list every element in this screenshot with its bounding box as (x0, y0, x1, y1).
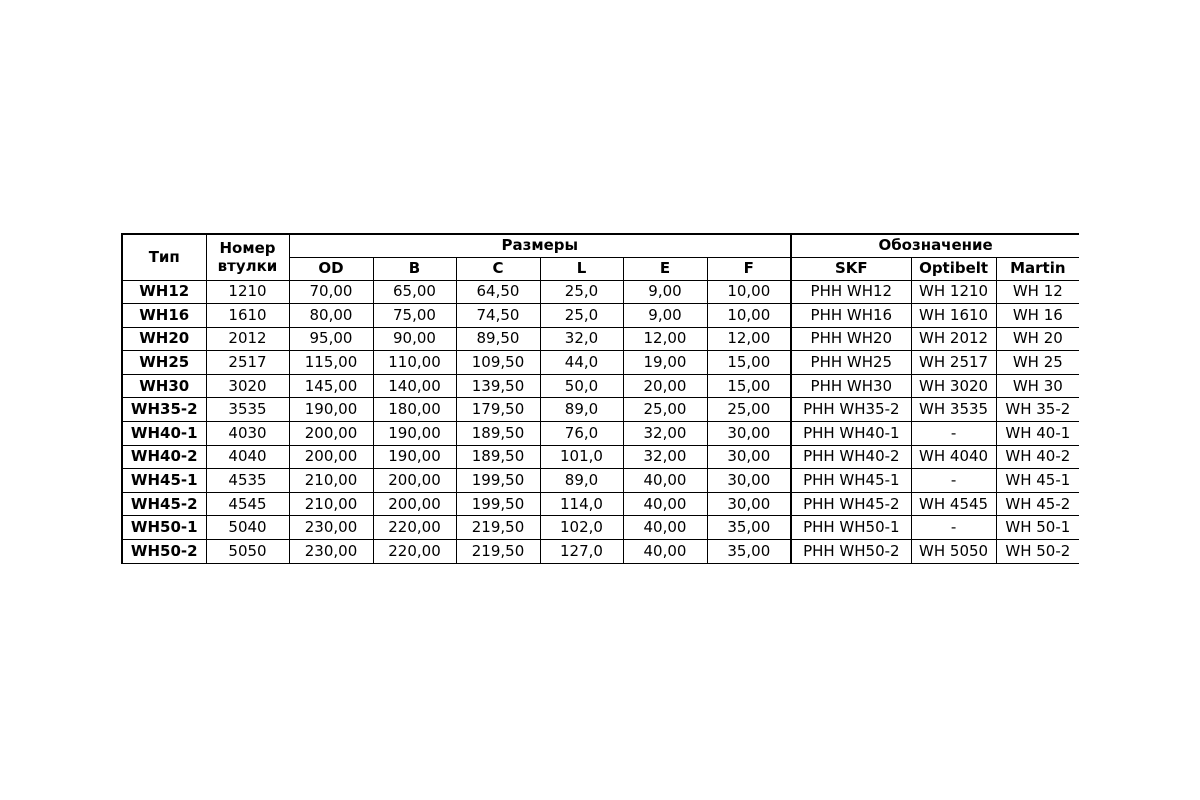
cell-skf: PHH WH45-2 (791, 492, 911, 516)
cell-b: 220,00 (373, 540, 456, 564)
cell-type: WH45-1 (122, 469, 206, 493)
cell-od: 200,00 (289, 445, 373, 469)
cell-bushing: 4535 (206, 469, 289, 493)
cell-bushing: 1210 (206, 280, 289, 304)
cell-l: 25,0 (540, 304, 623, 328)
table-row (122, 445, 1079, 469)
cell-f: 30,00 (707, 469, 791, 493)
cell-b: 65,00 (373, 280, 456, 304)
cell-l: 32,0 (540, 327, 623, 351)
cell-l: 114,0 (540, 492, 623, 516)
cell-optibelt: WH 2517 (911, 351, 996, 375)
cell-bushing: 4030 (206, 422, 289, 446)
cell-c: 139,50 (456, 374, 540, 398)
cell-b: 200,00 (373, 492, 456, 516)
cell-f: 25,00 (707, 398, 791, 422)
cell-c: 89,50 (456, 327, 540, 351)
cell-martin: WH 30 (996, 374, 1079, 398)
cell-type: WH25 (122, 351, 206, 375)
cell-b: 140,00 (373, 374, 456, 398)
cell-skf: PHH WH12 (791, 280, 911, 304)
cell-martin: WH 35-2 (996, 398, 1079, 422)
header-f: F (707, 257, 791, 280)
cell-type: WH30 (122, 374, 206, 398)
cell-od: 190,00 (289, 398, 373, 422)
cell-martin: WH 45-2 (996, 492, 1079, 516)
cell-bushing: 4040 (206, 445, 289, 469)
cell-martin: WH 50-2 (996, 540, 1079, 564)
cell-bushing: 5050 (206, 540, 289, 564)
cell-e: 32,00 (623, 422, 707, 446)
cell-skf: PHH WH45-1 (791, 469, 911, 493)
cell-c: 189,50 (456, 422, 540, 446)
cell-optibelt: WH 1610 (911, 304, 996, 328)
cell-c: 199,50 (456, 469, 540, 493)
cell-e: 19,00 (623, 351, 707, 375)
cell-optibelt: - (911, 516, 996, 540)
table-row (122, 304, 1079, 328)
cell-optibelt: - (911, 422, 996, 446)
cell-od: 210,00 (289, 492, 373, 516)
cell-e: 32,00 (623, 445, 707, 469)
cell-skf: PHH WH35-2 (791, 398, 911, 422)
cell-bushing: 4545 (206, 492, 289, 516)
cell-skf: PHH WH25 (791, 351, 911, 375)
header-designation: Обозначение (791, 234, 1079, 257)
bushing-spec-table (121, 233, 1079, 564)
header-martin: Martin (996, 257, 1079, 280)
cell-l: 76,0 (540, 422, 623, 446)
cell-type: WH40-2 (122, 445, 206, 469)
cell-b: 180,00 (373, 398, 456, 422)
table-row (122, 516, 1079, 540)
table-row (122, 492, 1079, 516)
cell-od: 230,00 (289, 540, 373, 564)
cell-l: 44,0 (540, 351, 623, 375)
cell-skf: PHH WH40-1 (791, 422, 911, 446)
table-row (122, 540, 1079, 564)
header-row-1 (122, 234, 1079, 257)
cell-b: 200,00 (373, 469, 456, 493)
cell-f: 12,00 (707, 327, 791, 351)
cell-type: WH35-2 (122, 398, 206, 422)
cell-type: WH45-2 (122, 492, 206, 516)
cell-b: 75,00 (373, 304, 456, 328)
table-row (122, 327, 1079, 351)
cell-bushing: 3535 (206, 398, 289, 422)
cell-optibelt: WH 3535 (911, 398, 996, 422)
cell-f: 10,00 (707, 304, 791, 328)
cell-b: 190,00 (373, 445, 456, 469)
cell-optibelt: WH 5050 (911, 540, 996, 564)
cell-l: 50,0 (540, 374, 623, 398)
table-row (122, 422, 1079, 446)
header-od: OD (289, 257, 373, 280)
cell-skf: PHH WH50-2 (791, 540, 911, 564)
cell-l: 127,0 (540, 540, 623, 564)
cell-f: 30,00 (707, 492, 791, 516)
cell-od: 95,00 (289, 327, 373, 351)
cell-martin: WH 40-2 (996, 445, 1079, 469)
cell-e: 40,00 (623, 540, 707, 564)
cell-c: 64,50 (456, 280, 540, 304)
cell-skf: PHH WH16 (791, 304, 911, 328)
table-row (122, 280, 1079, 304)
cell-type: WH50-1 (122, 516, 206, 540)
cell-b: 220,00 (373, 516, 456, 540)
header-b: B (373, 257, 456, 280)
header-dimensions: Размеры (289, 234, 791, 257)
header-e: E (623, 257, 707, 280)
cell-l: 101,0 (540, 445, 623, 469)
header-l: L (540, 257, 623, 280)
cell-optibelt: WH 4545 (911, 492, 996, 516)
cell-bushing: 2517 (206, 351, 289, 375)
cell-skf: PHH WH40-2 (791, 445, 911, 469)
cell-od: 200,00 (289, 422, 373, 446)
cell-type: WH50-2 (122, 540, 206, 564)
header-c: C (456, 257, 540, 280)
cell-f: 35,00 (707, 540, 791, 564)
cell-b: 110,00 (373, 351, 456, 375)
cell-optibelt: WH 4040 (911, 445, 996, 469)
cell-bushing: 2012 (206, 327, 289, 351)
cell-e: 20,00 (623, 374, 707, 398)
header-type: Тип (122, 234, 206, 280)
table-header (122, 234, 1079, 280)
cell-martin: WH 50-1 (996, 516, 1079, 540)
cell-l: 89,0 (540, 469, 623, 493)
header-bushing-number: Номер втулки (206, 234, 289, 280)
cell-od: 230,00 (289, 516, 373, 540)
cell-bushing: 5040 (206, 516, 289, 540)
cell-f: 30,00 (707, 422, 791, 446)
cell-c: 199,50 (456, 492, 540, 516)
cell-martin: WH 40-1 (996, 422, 1079, 446)
cell-c: 179,50 (456, 398, 540, 422)
table-row (122, 398, 1079, 422)
table-body (122, 280, 1079, 563)
cell-e: 9,00 (623, 280, 707, 304)
cell-f: 15,00 (707, 374, 791, 398)
cell-optibelt: - (911, 469, 996, 493)
cell-e: 9,00 (623, 304, 707, 328)
table-row (122, 351, 1079, 375)
table-row (122, 374, 1079, 398)
cell-optibelt: WH 2012 (911, 327, 996, 351)
cell-e: 25,00 (623, 398, 707, 422)
cell-type: WH20 (122, 327, 206, 351)
cell-f: 15,00 (707, 351, 791, 375)
cell-martin: WH 25 (996, 351, 1079, 375)
cell-bushing: 1610 (206, 304, 289, 328)
cell-l: 89,0 (540, 398, 623, 422)
cell-c: 219,50 (456, 540, 540, 564)
cell-b: 90,00 (373, 327, 456, 351)
header-optibelt: Optibelt (911, 257, 996, 280)
cell-optibelt: WH 1210 (911, 280, 996, 304)
cell-f: 10,00 (707, 280, 791, 304)
table-row (122, 469, 1079, 493)
cell-e: 40,00 (623, 516, 707, 540)
cell-martin: WH 16 (996, 304, 1079, 328)
cell-c: 74,50 (456, 304, 540, 328)
cell-type: WH40-1 (122, 422, 206, 446)
cell-c: 109,50 (456, 351, 540, 375)
cell-e: 40,00 (623, 469, 707, 493)
cell-c: 189,50 (456, 445, 540, 469)
cell-od: 115,00 (289, 351, 373, 375)
cell-type: WH12 (122, 280, 206, 304)
cell-martin: WH 12 (996, 280, 1079, 304)
cell-martin: WH 20 (996, 327, 1079, 351)
cell-b: 190,00 (373, 422, 456, 446)
cell-l: 102,0 (540, 516, 623, 540)
cell-e: 12,00 (623, 327, 707, 351)
cell-optibelt: WH 3020 (911, 374, 996, 398)
bushing-spec-table-wrap (121, 233, 1079, 565)
cell-skf: PHH WH50-1 (791, 516, 911, 540)
cell-od: 210,00 (289, 469, 373, 493)
cell-f: 30,00 (707, 445, 791, 469)
cell-f: 35,00 (707, 516, 791, 540)
cell-c: 219,50 (456, 516, 540, 540)
cell-l: 25,0 (540, 280, 623, 304)
header-skf: SKF (791, 257, 911, 280)
cell-skf: PHH WH20 (791, 327, 911, 351)
cell-od: 70,00 (289, 280, 373, 304)
cell-skf: PHH WH30 (791, 374, 911, 398)
cell-od: 145,00 (289, 374, 373, 398)
cell-e: 40,00 (623, 492, 707, 516)
cell-od: 80,00 (289, 304, 373, 328)
cell-type: WH16 (122, 304, 206, 328)
cell-bushing: 3020 (206, 374, 289, 398)
cell-martin: WH 45-1 (996, 469, 1079, 493)
